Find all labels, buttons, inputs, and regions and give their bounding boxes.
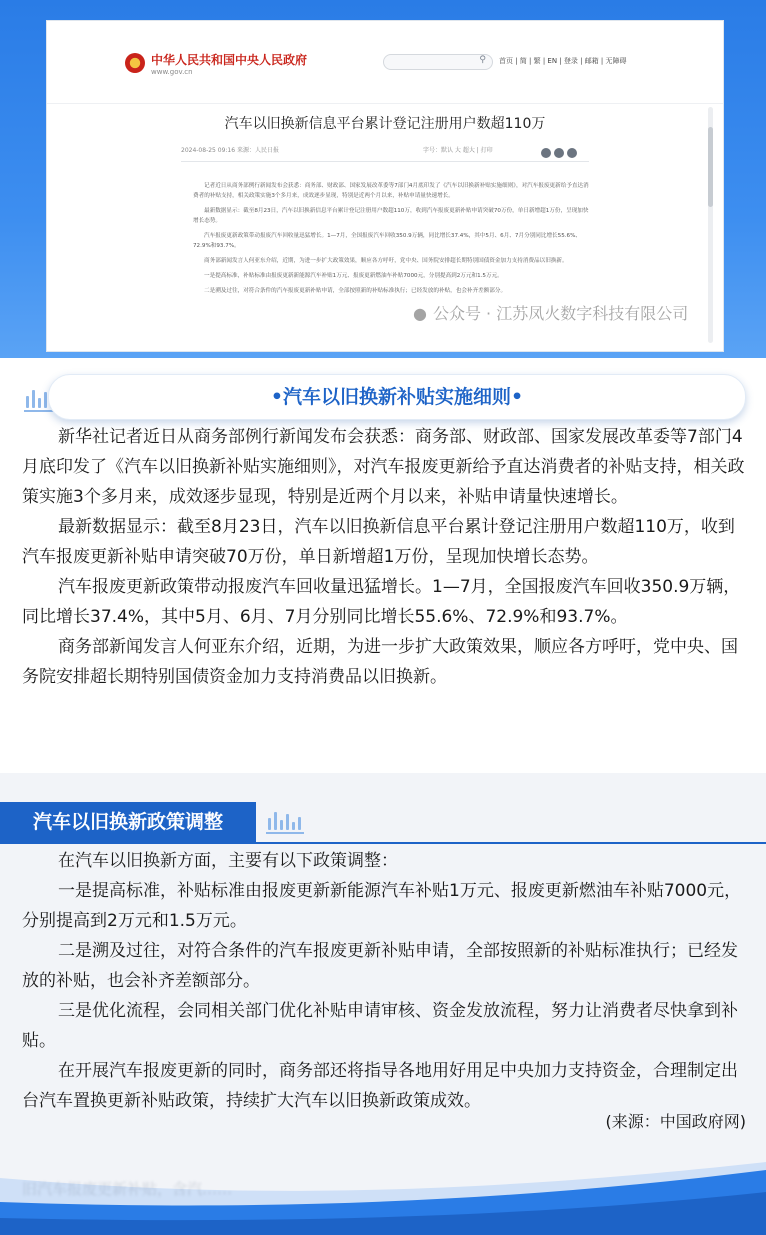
gov-site-nav: 首页 | 简 | 繁 | EN | 登录 | 邮箱 | 无障碍 <box>499 57 627 65</box>
gov-article-paragraph: 商务部新闻发言人何亚东介绍，近期，为进一步扩大政策效果，顺应各方呼吁，党中央、国务院安排超长期特别国债资金加力支持消费品以旧换新。 <box>204 258 568 264</box>
watermark-text: 公众号 · 江苏凤火数字科技有限公司 <box>432 304 689 323</box>
paragraph: 新华社记者近日从商务部例行新闻发布会获悉：商务部、财政部、国家发展改革委等7部门4月底印发了《汽车以旧换新补贴实施细则》，对汽车报废更新给予直达消费者的补贴支持，相关政策实施3个多月来，成效逐步显现，特别是近两个月以来，补贴申请量快速增长。 <box>22 427 745 507</box>
share-icons <box>541 143 581 155</box>
paragraph: 最新数据显示：截至8月23日，汽车以旧换新信息平台累计登记注册用户数超110万，收到汽车报废更新补贴申请突破70万份，单日新增超1万份，呈现加快增长态势。 <box>22 517 735 567</box>
top-banner <box>0 0 766 358</box>
gov-site-header <box>47 21 723 104</box>
national-emblem-icon <box>125 53 145 73</box>
gov-article-paragraph: 记者近日从商务部例行新闻发布会获悉：商务部、财政部、国家发展改革委等7部门4月底印发了《汽车以旧换新补贴实施细则》，对汽车报废更新给予直达消费者的补贴支持，相关政策实施3个多月来，成效逐步显现，特别是近两个月以来，补贴申请量快速增长。 <box>193 183 589 199</box>
section2-body <box>22 846 746 1116</box>
gov-article-tools: 字号：默认 大 超大 | 打印 <box>423 147 493 154</box>
gov-article-paragraph: 汽车报废更新政策带动报废汽车回收量迅猛增长。1—7月，全国报废汽车回收350.9万辆，同比增长37.4%，其中5月、6月、7月分别同比增长55.6%、72.9%和93.7%。 <box>193 233 582 249</box>
weibo-icon <box>541 148 551 158</box>
paragraph: 汽车报废更新政策带动报废汽车回收量迅猛增长。1—7月，全国报废汽车回收350.9万辆，同比增长37.4%，其中5月、6月、7月分别同比增长55.6%、72.9%和93.7%。 <box>22 577 741 627</box>
gov-scrollbar <box>708 107 713 343</box>
gov-site-search <box>383 54 493 70</box>
gov-article-title: 汽车以旧换新信息平台累计登记注册用户数超110万 <box>224 116 546 132</box>
gov-article-meta: 2024-08-25 09:16 来源：人民日报 <box>181 147 279 154</box>
wechat-icon <box>554 148 564 158</box>
gov-site-url: www.gov.cn <box>151 68 193 76</box>
paragraph: 一是提高标准，补贴标准由报废更新新能源汽车补贴1万元、报废更新燃油车补贴7000元，分别提高到2万元和1.5万元。 <box>22 881 742 931</box>
paragraph: 二是溯及过往，对符合条件的汽车报废更新补贴申请，全部按照新的补贴标准执行；已经发放的补贴，也会补齐差额部分。 <box>22 941 738 991</box>
bar-chart-decoration-icon <box>266 806 304 834</box>
paragraph: 在开展汽车报废更新的同时，商务部还将指导各地用好用足中央加力支持资金，合理制定出台汽车置换更新补贴政策，持续扩大汽车以旧换新政策成效。 <box>22 1061 738 1111</box>
section2-underline <box>0 842 766 844</box>
qzone-icon <box>567 148 577 158</box>
section1-body <box>22 422 746 692</box>
section1-title: •汽车以旧换新补贴实施细则• <box>270 386 524 408</box>
paragraph: 三是优化流程，会同相关部门优化补贴申请审核、资金发放流程，努力让消费者尽快拿到补贴。 <box>22 1001 738 1051</box>
gov-article-paragraph: 二是溯及过往，对符合条件的汽车报废更新补贴申请，全部按照新的补贴标准执行；已经发放的补贴，也会补齐差额部分。 <box>204 288 507 294</box>
gov-article-paragraph: 最新数据显示：截至8月23日，汽车以旧换新信息平台累计登记注册用户数超110万，收到汽车报废更新补贴申请突破70万份，单日新增超1万份，呈现加快增长态势。 <box>193 208 589 224</box>
gov-site-screenshot <box>46 20 724 352</box>
section1-header <box>48 374 746 420</box>
section2-title: 汽车以旧换新政策调整 <box>32 811 223 833</box>
watermark <box>413 301 688 324</box>
paragraph: 在汽车以旧换新方面，主要有以下政策调整： <box>58 851 398 871</box>
paragraph: 商务部新闻发言人何亚东介绍，近期，为进一步扩大政策效果，顺应各方呼吁，党中央、国务院安排超长期特别国债资金加力支持消费品以旧换新。 <box>22 637 738 687</box>
gov-site-name: 中华人民共和国中央人民政府 <box>151 53 308 67</box>
gov-divider <box>181 161 589 162</box>
gov-article-paragraph: 一是提高标准，补贴标准由报废更新新能源汽车补贴1万元、报废更新燃油车补贴7000元，分别提高到2万元和1.5万元。 <box>204 273 503 279</box>
source-credit: (来源：中国政府网) <box>605 1112 746 1131</box>
gov-scrollbar-thumb <box>708 127 713 207</box>
wechat-icon: ● <box>413 304 427 323</box>
gov-article-body <box>193 181 593 301</box>
magnifier-icon: ⚲ <box>479 55 486 65</box>
faded-footer-text: 旧汽车报废更新补贴，含汽…… <box>22 1180 233 1198</box>
